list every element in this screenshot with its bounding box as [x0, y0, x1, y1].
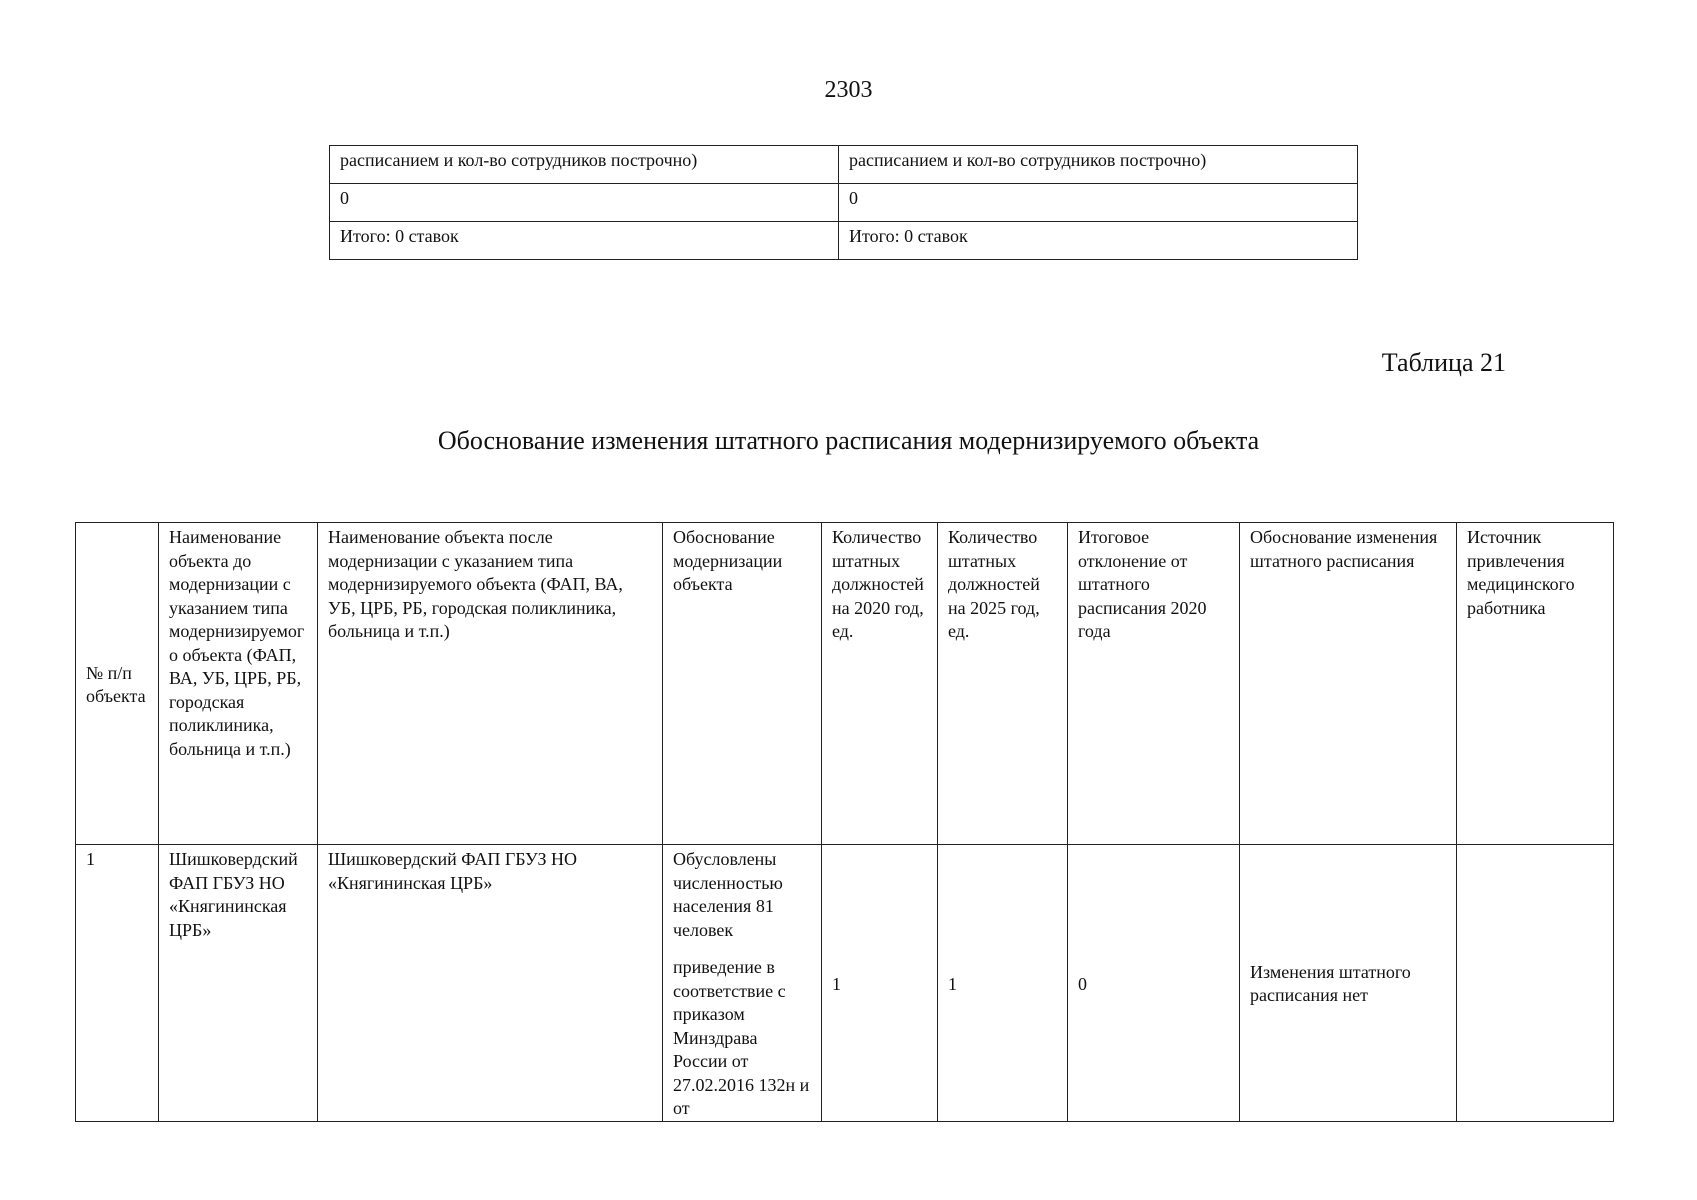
table-caption: Обоснование изменения штатного расписания модернизируемого объекта: [437, 426, 1260, 455]
cell-schedule-change: Изменения штатного расписания нет: [1240, 845, 1457, 1122]
table-row: [330, 222, 1358, 260]
justification-part-1: Обусловлены численностью населения 81 человек: [673, 849, 783, 940]
staff-schedule-table: [75, 522, 1614, 1122]
cell-name-after: Шишковердский ФАП ГБУЗ НО «Княгининская ЦРБ»: [318, 845, 663, 1122]
header-cell-name-before: Наименование объекта до модернизации с указанием типа модернизируемого объекта (ФАП, ВА, УБ, ЦРБ, РБ, городская поликлиника, больница и т.п.): [159, 523, 318, 845]
cell-positions-2025: 1: [938, 845, 1068, 1122]
cell-source: [1457, 845, 1614, 1122]
header-cell-justification: Обоснование модернизации объекта: [663, 523, 822, 845]
table-cell: расписанием и кол-во сотрудников построчно): [839, 146, 1358, 184]
cell-positions-2020: 1: [822, 845, 938, 1122]
table-header-row: [76, 523, 1614, 845]
cell-number: 1: [76, 845, 159, 1122]
cell-name-before: Шишковердский ФАП ГБУЗ НО «Княгининская ЦРБ»: [159, 845, 318, 1122]
header-cell-number: № п/п объекта: [76, 523, 159, 845]
header-cell-schedule-change: Обоснование изменения штатного расписания: [1240, 523, 1457, 845]
header-cell-source: Источник привлечения медицинского работника: [1457, 523, 1614, 845]
cell-deviation: 0: [1068, 845, 1240, 1122]
header-cell-deviation: Итоговое отклонение от штатного расписания 2020 года: [1068, 523, 1240, 845]
cell-justification: [663, 845, 822, 1122]
continued-table: [329, 145, 1358, 260]
table-cell: 0: [839, 184, 1358, 222]
justification-part-2: приведение в соответствие с приказом Минздрава России от 27.02.2016 132н и от: [673, 957, 810, 1118]
header-cell-name-after: Наименование объекта после модернизации с указанием типа модернизируемого объекта (ФАП, ВА, УБ, ЦРБ, РБ, городская поликлиника, больница и т.п.): [318, 523, 663, 845]
table-cell: расписанием и кол-во сотрудников построчно): [330, 146, 839, 184]
header-cell-positions-2025: Количество штатных должностей на 2025 год, ед.: [938, 523, 1068, 845]
page-number: 2303: [824, 77, 873, 103]
table-cell: Итого: 0 ставок: [330, 222, 839, 260]
table-cell: 0: [330, 184, 839, 222]
table-row: [76, 845, 1614, 1122]
table-cell: Итого: 0 ставок: [839, 222, 1358, 260]
table-row: [330, 146, 1358, 184]
table-number-label: Таблица 21: [1381, 348, 1506, 377]
table-row: [330, 184, 1358, 222]
header-cell-positions-2020: Количество штатных должностей на 2020 год, ед.: [822, 523, 938, 845]
